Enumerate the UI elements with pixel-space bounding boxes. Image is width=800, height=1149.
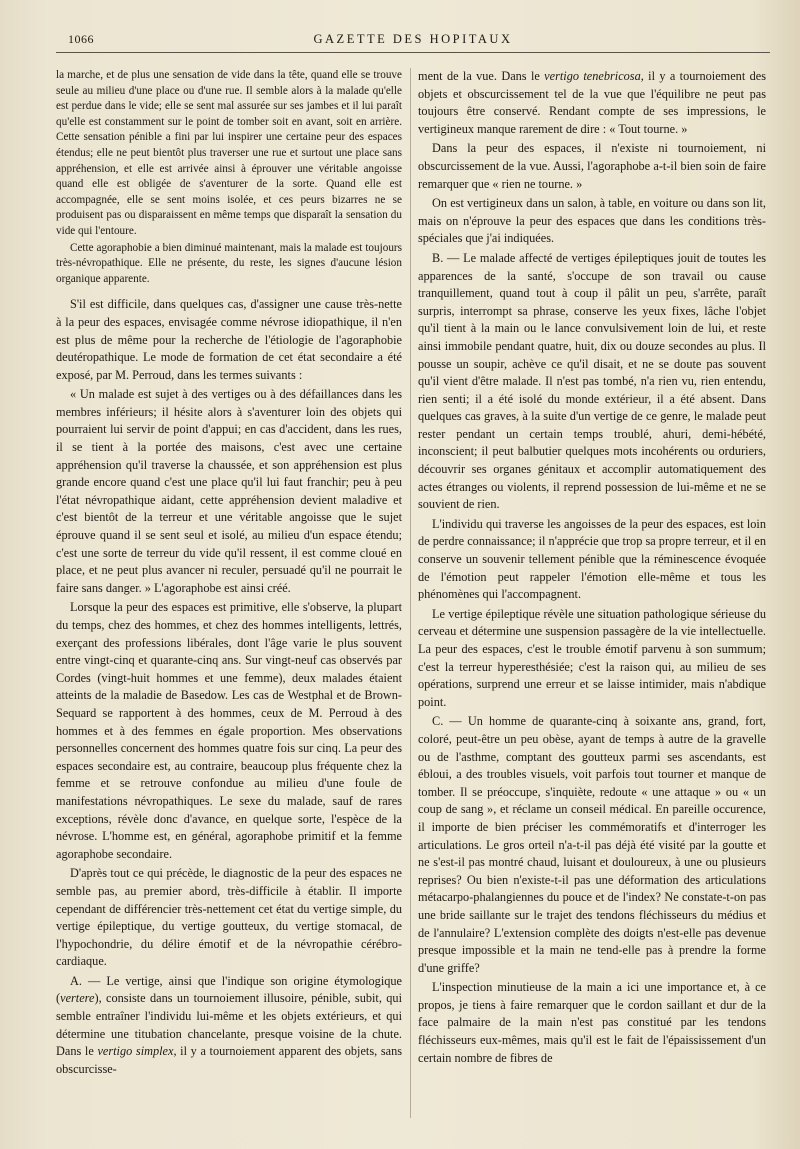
paragraph: Dans la peur des espaces, il n'existe ni tournoiement, ni obscurcissement de la vue. Aussi, l'agoraphobe a-t-il bien soin de faire remarquer que « rien ne tourne. »: [418, 141, 766, 191]
italic-term: vertigo simplex,: [97, 1044, 177, 1059]
italic-term: vertere: [60, 991, 95, 1006]
main-text-block: [56, 296, 402, 1078]
paragraph: B. — Le malade affecté de vertiges épileptiques jouit de toutes les apparences de la santé, s'occupe de son travail ou cause tranquillement, quand tout à coup il pâlit un peu, s'arrête, paraît surpris, interrompt sa phrase, conserve les yeux fixes, lâche l'objet qu'il tient à la main ou le lance convulsivement loin de lui, et reste ainsi immobile pendant quatre, huit, dix ou douze secondes au plus. Il pousse un soupir, achève ce qu'il disait, et ne se doute pas souvent qu'il vient d'être malade. Il n'est pas tombé, n'a rien vu, rien entendu, rien senti; il a été isolé du monde extérieur, il a été absent. Dans quelques cas graves, à la suite d'un vertige de ce genre, le malade peut rester pendant un certain temps troublé, ahuri, demi-hébété, inconscient; il peut balbutier quelques mots incohérents ou orduriers, découvrir ses organes génitaux et accomplir automatiquement des actes étranges ou violents, il reprend possession de lui-même et ne se souvient de rien.: [418, 250, 766, 512]
paragraph: L'inspection minutieuse de la main a ici une importance et, à ce propos, je tiens à faire remarquer que le cordon saillant et dur de la face palmaire de la main n'est pas constitué par les tendons fléchisseurs eux-mêmes, mais qu'il est le fait de l'épaississement d'un certain nombre de fibres de: [418, 980, 766, 1065]
paragraph: [56, 973, 402, 1079]
text-run: ), consiste dans un tournoiement illusoire, pénible, subit, qui semble entraîner l'individu lui-même et les objets extérieurs, et qui détermine une titubation chancelante, presque voisine de la chute. Dans le: [56, 991, 402, 1059]
left-column: [56, 68, 402, 1080]
right-column: [418, 68, 766, 1069]
paragraph: « Un malade est sujet à des vertiges ou à des défaillances dans les membres inférieurs; il hésite alors à s'aventurer loin des objets qui pourraient lui servir de point d'appui; en cas d'accident, dans les rues, il se tient à la portée des maisons, c'est avec une certaine appréhension qu'il traverse la chaussée, et son appréhension est plus grande encore quand c'est une place qu'il lui faut franchir; peu à peu l'état névropathique aidant, cette appréhension devient maladive et c'est bientôt de la terreur et une véritable angoisse que le sujet éprouve quand il se sent seul et isolé, au milieu d'un espace étendu; c'est une sorte de terreur du vide qu'il ressent, il est comme cloué en place, et ne peut plus avancer ni reculer, persuadé qu'il ne pourrait le faire sans danger. » L'agoraphobe est ainsi créé.: [56, 387, 402, 595]
text-run: A. — Le vertige, ainsi que l'indique son origine étymologique (: [56, 973, 402, 1006]
page-number: 1066: [68, 32, 94, 46]
paragraph: [418, 68, 766, 138]
paragraph: Lorsque la peur des espaces est primitive, elle s'observe, la plupart du temps, chez des hommes, et chez des hommes intelligents, lettrés, exerçant des professions libérales, dont l'âge varie le plus souvent entre vingt-cinq et quarante-cinq ans. Sur vingt-neuf cas observés par Cordes (vingt-huit hommes et une femme), deux malades étaient atteints de la maladie de Basedow. Les cas de Westphal et de Brown-Sequard se rapportent à des hommes, ceux de M. Perroud à des hommes et à des femmes en égale proportion. Mes observations personnelles concernent des hommes quatre fois sur cinq. La peur des espaces secondaire est, au contraire, beaucoup plus fréquente chez la femme et se retrouve confondue au milieu d'une foule de manifestations névropathiques. Le sexe du malade, sauf de rares exceptions, révèle donc d'avance, en quelque sorte, l'espèce de la névrose. L'homme est, en général, agoraphobe primitif et la femme agoraphobe secondaire.: [56, 600, 402, 861]
paragraph: C. — Un homme de quarante-cinq à soixante ans, grand, fort, coloré, peut-être un peu obèse, ayant de temps à autre de la gravelle ou de l'asthme, comptant des goutteux parmi ses ascendants, est ébloui, a des troubles visuels, voit parfois tout tourner et manque de tomber. Il se préoccupe, s'inquiète, redoute « une attaque » ou « un coup de sang », et réclame un conseil médical. En pareille occurence, il importe de bien préciser les commémoratifs et d'interroger les articulations. Le gros orteil n'a-t-il pas déjà été visité par la goutte et ne s'est-il pas montré chaud, luisant et douloureux, à une ou plusieurs reprises? Ou bien n'existe-t-il pas une déformation des articulations métacarpo-phalangiennes du pouce et de l'index? Ne constate-t-on pas une bride saillante sur le trajet des tendons fléchisseurs du médius et de l'annulaire? L'extension complète des doigts n'est-elle pas devenue presque impossible et la main ne tend-elle pas à prendre la forme d'une griffe?: [418, 714, 766, 975]
paragraph: D'après tout ce qui précède, le diagnostic de la peur des espaces ne semble pas, au premier abord, très-difficile à établir. Il importe cependant de différencier très-nettement cet état du vertige simple, du vertige épileptique, du vertige goutteux, du vertige stomacal, de l'hypochondrie, du délire émotif et de la névropathie cérébro-cardiaque.: [56, 866, 402, 969]
text-run: il y a tournoiement apparent des objets, sans obscurcisse-: [56, 1044, 403, 1076]
italic-term: vertigo tenebricosa,: [544, 69, 644, 83]
page-header: [56, 30, 770, 53]
paragraph: S'il est difficile, dans quelques cas, d'assigner une cause très-nette à la peur des espaces, envisagée comme névrose idiopathique, il n'en est plus de même pour la recherche de l'étiologie de l'agoraphobie deutéropathique. Le mode de formation de cet état secondaire a été exposé, par M. Perroud, dans les termes suivants :: [56, 297, 402, 382]
paragraph: On est vertigineux dans un salon, à table, en voiture ou dans son lit, mais on n'éprouve la peur des espaces que dans les conditions très-spéciales que j'ai indiquées.: [418, 196, 766, 246]
text-run: ment de la vue. Dans le: [418, 69, 545, 83]
column-divider: [410, 68, 411, 1118]
case-observation-block: [56, 68, 402, 287]
paragraph: Cette agoraphobie a bien diminué maintenant, mais la malade est toujours très-névropathique. Elle ne présente, du reste, les signes d'aucune lésion organique apparente.: [56, 241, 402, 285]
paragraph: Le vertige épileptique révèle une situation pathologique sérieuse du cerveau et détermine une suspension passagère de la vie intellectuelle. La peur des espaces, c'est le trouble émotif parvenu à son summum; c'est la terreur hyperesthésiée; c'est la raison qui, au milieu de ses opérations, surprend une erreur et se laisse intimider, mais n'abdique point.: [418, 606, 766, 709]
text-run: il y a tournoiement des objets et obscurcissement tel de la vue que l'équilibre ne peut pas toujours être conservé. Rendant compte de ses impressions, le vertigineux manque rarement de dire : « Tout tourne. »: [418, 69, 766, 136]
journal-title: GAZETTE DES HOPITAUX: [313, 32, 513, 46]
paragraph: la marche, et de plus une sensation de vide dans la tête, quand elle se trouve seule au milieu d'une place ou d'une rue. Il semble alors à la malade qu'elle est perdue dans le vide; elle se sent mal assurée sur ses jambes et il lui paraît qu'elle est constamment sur le point de tomber soit en avant, soit en arrière. Cette sensation pénible a fini par lui inspirer une certaine peur des espaces étendus; elle ne peut bientôt plus traverser une rue et surtout une place sans appréhension, et elle est arrivée ainsi à éprouver une véritable angoisse quand elle est obligée de s'aventurer de la sorte. Quand elle est accompagnée, elle se sent moins isolée, et ces peurs bizarres ne se produisent pas ou disparaissent en même temps que disparaît la sensation du vide qui l'entoure.: [56, 69, 402, 237]
section-gap: [56, 288, 402, 296]
paragraph: L'individu qui traverse les angoisses de la peur des espaces, est loin de perdre connaissance; il n'apprécie que trop sa propre terreur, et il en conserve un souvenir tellement pénible que la réminescence évoquée de l'émotion peut rappeler l'émotion elle-même et tous les phénomènes qui l'accompagnent.: [418, 516, 766, 602]
